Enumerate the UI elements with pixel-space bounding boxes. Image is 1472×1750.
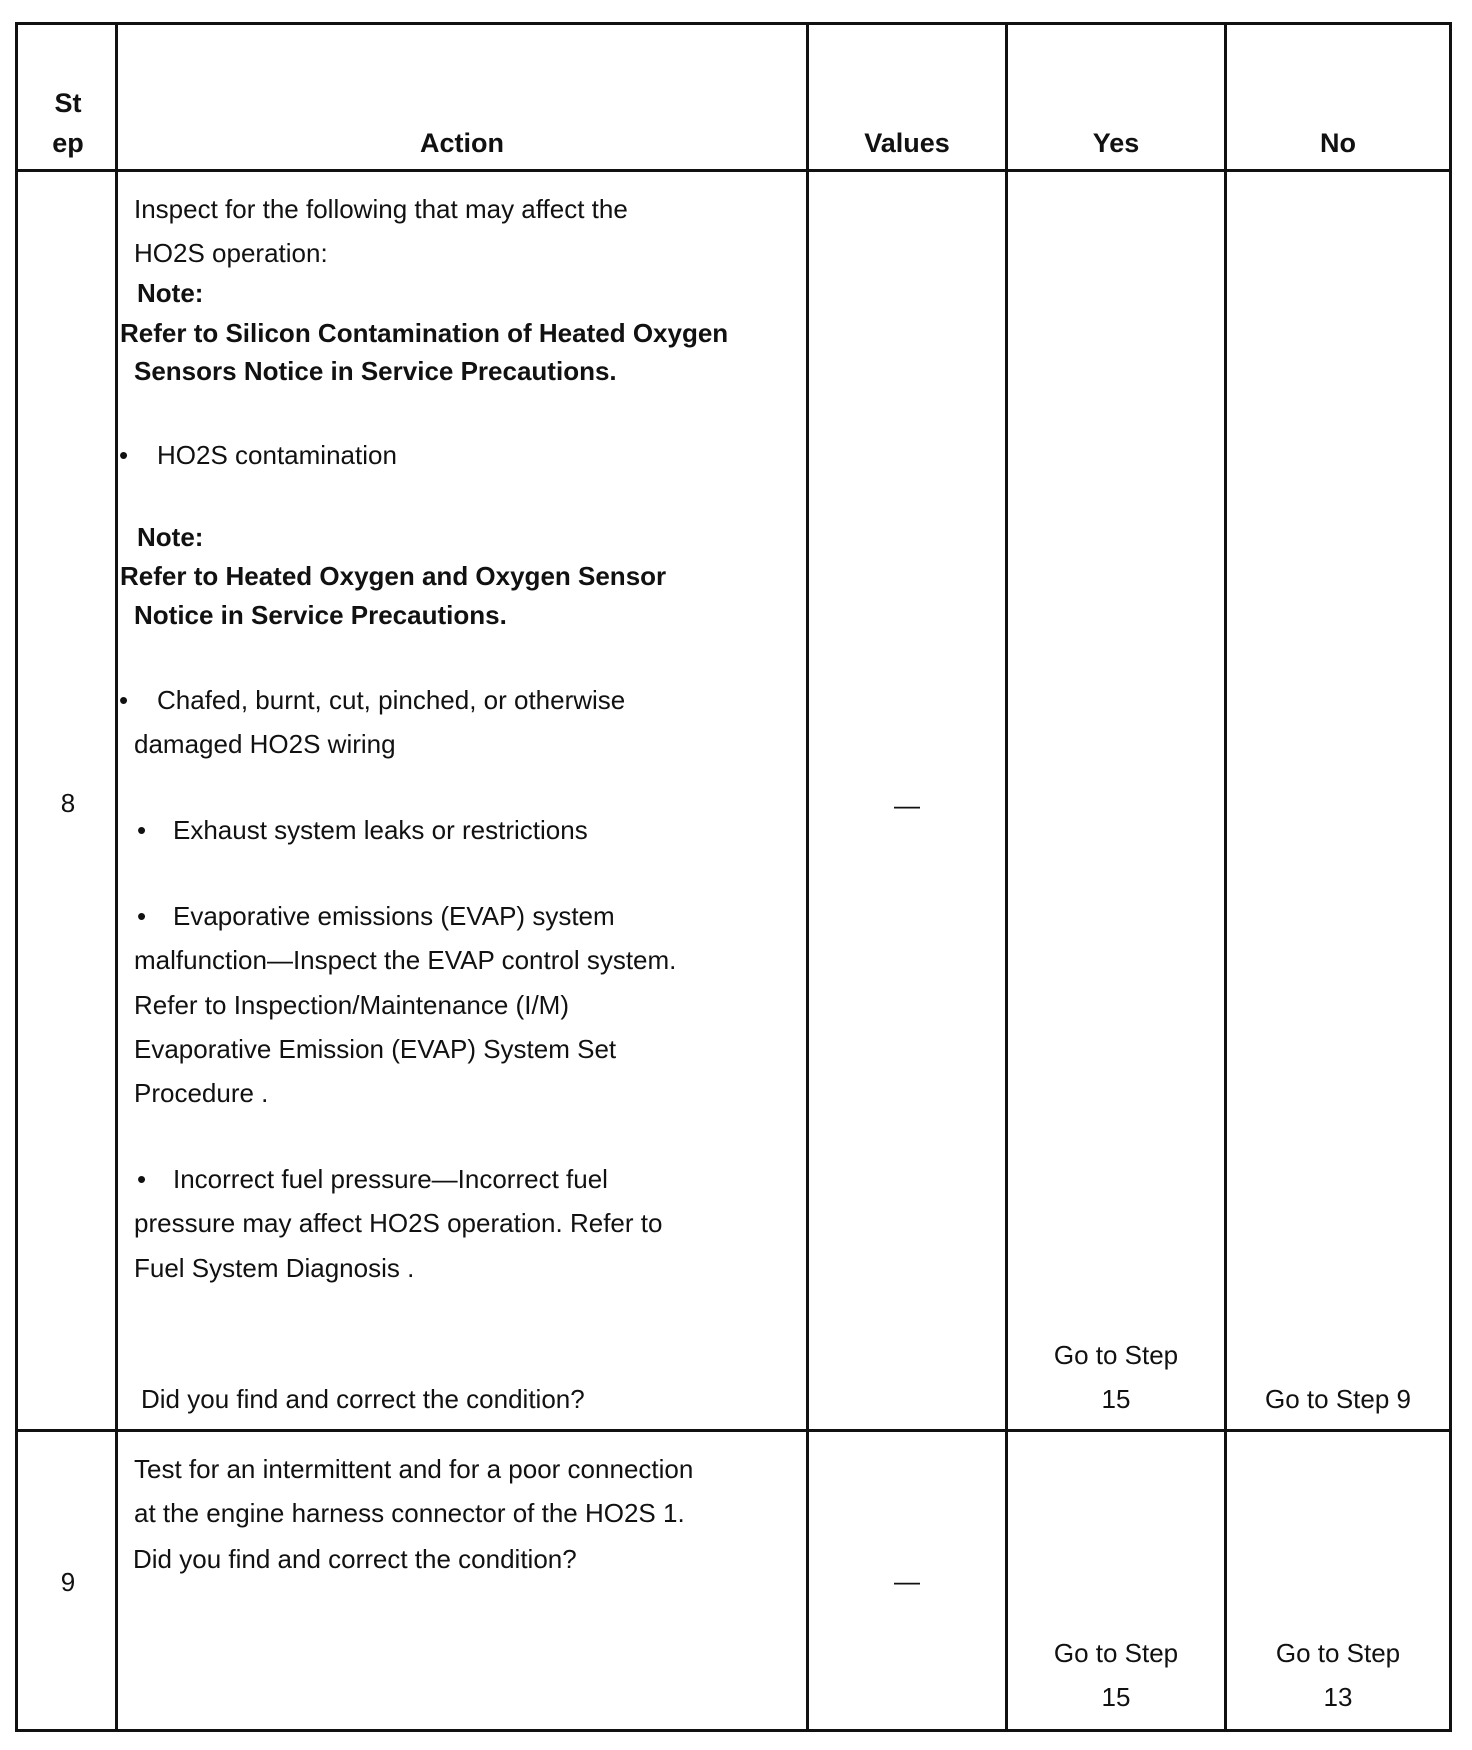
header-no: No — [1320, 128, 1356, 158]
header-yes: Yes — [1092, 128, 1140, 158]
bullet-text: Procedure . — [134, 1078, 269, 1108]
bullet-text: Evaporative Emission (EVAP) System Set — [134, 1034, 617, 1064]
yes-cell: 15 — [1101, 1384, 1131, 1414]
table-border-left — [15, 22, 18, 1732]
bullet-text: Evaporative emissions (EVAP) system — [173, 901, 615, 931]
yes-cell: Go to Step — [1053, 1638, 1179, 1668]
header-action: Action — [420, 128, 504, 158]
table-border-bottom — [15, 1729, 1452, 1732]
action-text: Test for an intermittent and for a poor connection — [134, 1454, 694, 1484]
bullet-text: Chafed, burnt, cut, pinched, or otherwise — [157, 685, 626, 715]
note-text: Refer to Heated Oxygen and Oxygen Sensor — [120, 561, 667, 591]
bullet-text: Incorrect fuel pressure—Incorrect fuel — [173, 1164, 608, 1194]
diagnostic-table — [15, 22, 1452, 1732]
values-cell: — — [894, 790, 920, 820]
note-text: Refer to Silicon Contamination of Heated Oxygen — [120, 318, 729, 348]
column-divider — [115, 22, 118, 1732]
values-cell: — — [894, 1566, 920, 1596]
no-cell: Go to Step — [1275, 1638, 1401, 1668]
bullet-text: Exhaust system leaks or restrictions — [173, 815, 588, 845]
action-text: HO2S operation: — [134, 238, 328, 268]
bullet-icon: • — [119, 440, 129, 470]
table-border-top — [15, 22, 1452, 25]
bullet-icon: • — [119, 685, 129, 715]
question-text: Did you find and correct the condition? — [133, 1544, 577, 1574]
row-divider — [15, 1429, 1452, 1432]
header-divider — [15, 169, 1452, 172]
note-text: Notice in Service Precautions. — [134, 600, 507, 630]
table-border-right — [1449, 22, 1452, 1732]
header-values: Values — [864, 128, 950, 158]
column-divider — [806, 22, 809, 1732]
action-text: Inspect for the following that may affect the — [134, 194, 628, 224]
column-divider — [1224, 22, 1227, 1732]
no-cell: Go to Step 9 — [1265, 1384, 1411, 1414]
note-label: Note: — [137, 278, 204, 308]
bullet-text: Fuel System Diagnosis . — [134, 1253, 415, 1283]
action-text: at the engine harness connector of the HO2S 1. — [134, 1498, 685, 1528]
note-label: Note: — [137, 522, 204, 552]
step-number: 8 — [60, 788, 76, 818]
question-text: Did you find and correct the condition? — [141, 1384, 585, 1414]
bullet-icon: • — [137, 901, 147, 931]
header-step: St ep — [52, 88, 84, 158]
yes-cell: 15 — [1101, 1682, 1131, 1712]
bullet-text: pressure may affect HO2S operation. Refer to — [134, 1208, 663, 1238]
bullet-text: HO2S contamination — [157, 440, 397, 470]
yes-cell: Go to Step — [1053, 1340, 1179, 1370]
bullet-icon: • — [137, 815, 147, 845]
bullet-icon: • — [137, 1164, 147, 1194]
note-text: Sensors Notice in Service Precautions. — [134, 356, 617, 386]
no-cell: 13 — [1323, 1682, 1353, 1712]
bullet-text: Refer to Inspection/Maintenance (I/M) — [134, 990, 569, 1020]
bullet-text: damaged HO2S wiring — [134, 729, 396, 759]
bullet-text: malfunction—Inspect the EVAP control system. — [134, 945, 677, 975]
step-number: 9 — [60, 1567, 76, 1597]
column-divider — [1005, 22, 1008, 1732]
